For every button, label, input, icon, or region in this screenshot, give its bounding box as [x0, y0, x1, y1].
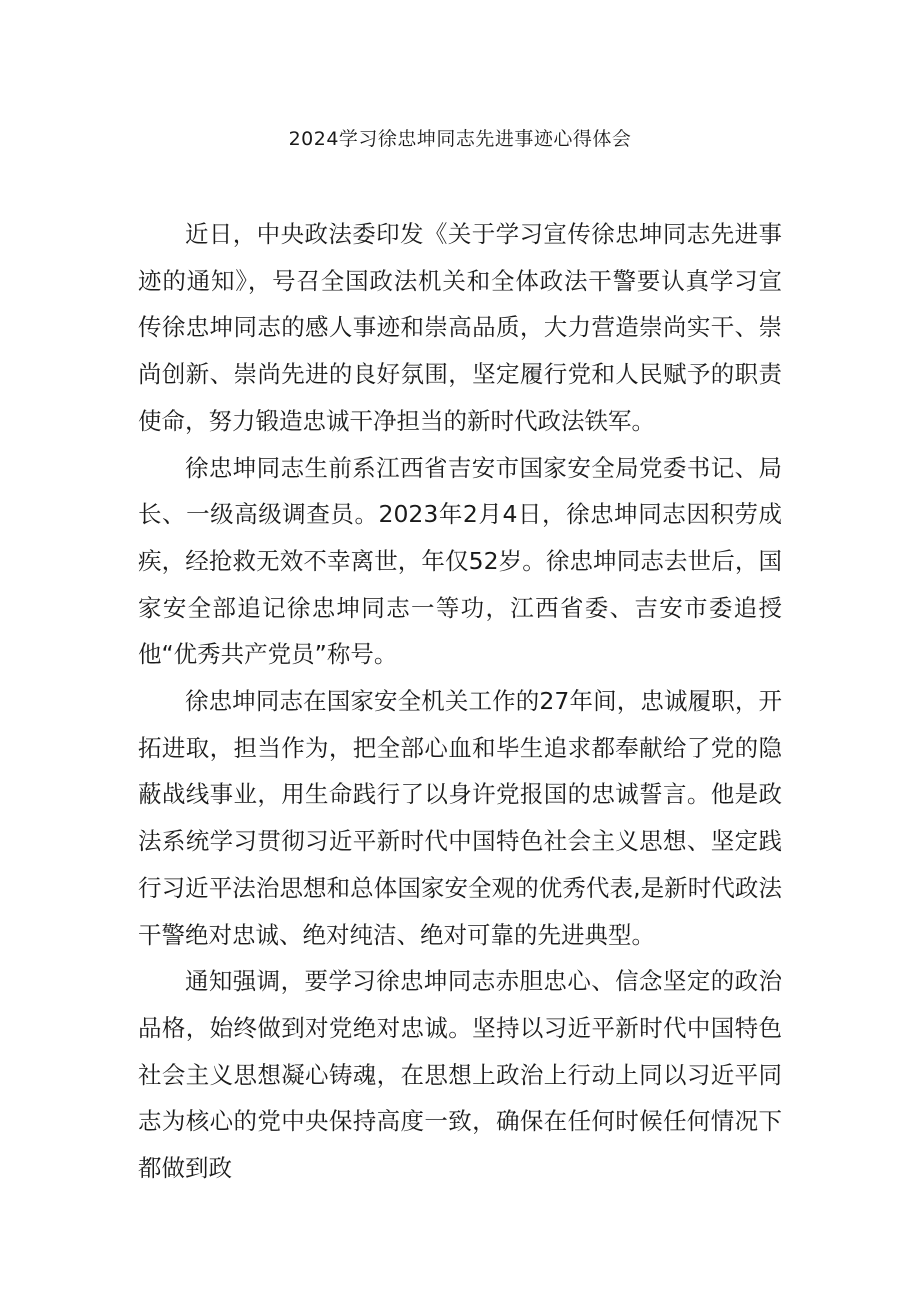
document-title: 2024学习徐忠坤同志先进事迹心得体会 [288, 128, 632, 150]
paragraph-4: 通知强调，要学习徐忠坤同志赤胆忠心、信念坚定的政治品格，始终做到对党绝对忠诚。坚持以习近平新时代中国特色社会主义思想凝心铸魂，在思想上政治上行动上同以习近平同志为核心的党中央保持高度一致，确保在任何时候任何情况下都做到政 [138, 967, 782, 1183]
paragraph-1: 近日，中央政法委印发《关于学习宣传徐忠坤同志先进事迹的通知》，号召全国政法机关和全体政法干警要认真学习宣传徐忠坤同志的感人事迹和崇高品质，大力营造崇尚实干、崇尚创新、崇尚先进的良好氛围，坚定履行党和人民赋予的职责使命，努力锻造忠诚干净担当的新时代政法铁军。 [138, 220, 782, 435]
paragraph-3: 徐忠坤同志在国家安全机关工作的27年间，忠诚履职，开拓进取，担当作为，把全部心血和毕生追求都奉献给了党的隐蔽战线事业，用生命践行了以身许党报国的忠诚誓言。他是政法系统学习贯彻习近平新时代中国特色社会主义思想、坚定践行习近平法治思想和总体国家安全观的优秀代表,是新时代政法干警绝对忠诚、绝对纯洁、绝对可靠的先进典型。 [138, 687, 782, 949]
paragraph-2: 徐忠坤同志生前系江西省吉安市国家安全局党委书记、局长、一级高级调查员。2023年2月4日，徐忠坤同志因积劳成疾，经抢救无效不幸离世，年仅52岁。徐忠坤同志去世后，国家安全部追记徐忠坤同志一等功，江西省委、吉安市委追授他“优秀共产党员”称号。 [138, 453, 782, 669]
document-body [138, 211, 782, 1192]
